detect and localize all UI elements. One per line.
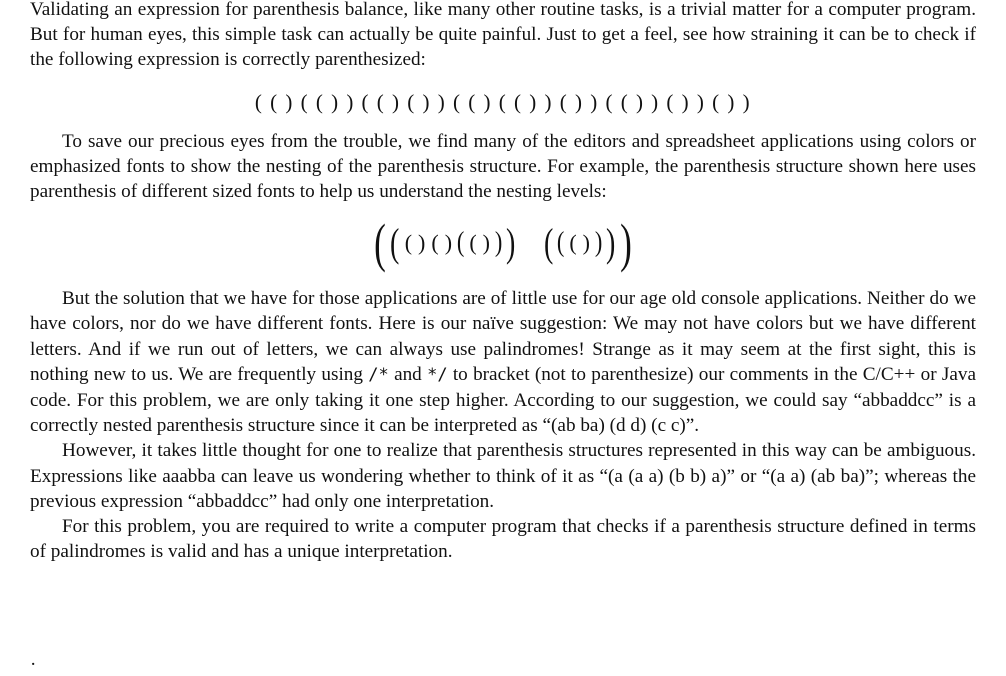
paren-level3-open: ( [431,230,439,256]
paren-level1-open: ( [390,220,400,266]
footer-mark: · [30,654,37,675]
paren-level3-close: ) [444,230,453,256]
paren-level3-open: ( [469,230,477,256]
paragraph-editors: To save our precious eyes from the trouble, we find many of the editors and spreadsheet applications using colors or emphasized fonts to show the nesting of the parenthesis structure. For example, the parenthesis structure shown here uses parenthesis of different sized fonts to help us understand the nesting levels: [30,130,976,203]
paren-level2-open: ( [556,227,565,259]
flat-expression: ( ( ) ( ( ) ) ( ( ) ( ) ) ( ( ) ( ( ) ) ( ) ) ( ( ) ) ( ) ) ( ) ) [254,89,752,114]
comment-close-code: */ [427,364,448,385]
problem-statement [30,0,976,564]
paren-level2-close: ) [594,227,603,259]
paren-level1-open: ( [543,220,553,266]
paragraph-palindromes-part2: to bracket (not to parenthesize) our comments in the C/C++ or Java code. For this problem, we are only taking it one step higher. According to our suggestion, we could say “abbaddcc” is a correctly nested parenthesis structure since it can be interpreted as “(ab ba) (d d) (c c)”. [30,363,976,437]
paren-level3-open: ( [404,230,413,256]
paragraph-intro: Validating an expression for parenthesis balance, like many other routine tasks, is a trivial matter for a computer program. But for human eyes, this simple task can actually be quite painful. Just to get a feel, see how straining it can be to check if the following expression is correctly parenthesized: [30,0,976,71]
nested-expression [30,214,976,272]
paragraph-palindromes-and: and [388,363,428,385]
paragraph-palindromes-part1: But the solution that we have for those applications are of little use for our age old console applications. Neither do we have colors, nor do we have different fonts. Here is our naïve suggestion: We may not have colors but we have different letters. And if we run out of letters, we can always use palindromes! Strange as it may seem at the first sight, this is nothing new to us. We are frequently using [30,288,976,385]
paren-level0-open: ( [374,213,387,274]
comment-open-code: /* [368,364,389,385]
paren-level3-close: ) [482,230,490,256]
paragraph-task: For this problem, you are required to write a computer program that checks if a parenthesis structure defined in terms of palindromes is valid and has a unique interpretation. [30,516,976,563]
paragraph-palindromes [30,286,976,438]
paren-level1-close: ) [606,220,616,266]
paren-level2-open: ( [456,227,465,259]
paren-level3-close: ) [582,230,590,256]
paren-level0-close: ) [619,213,632,274]
paragraph-ambiguity: However, it takes little thought for one to realize that parenthesis structures represented in this way can be ambiguous. Expressions like aaabba can leave us wondering whether to think of it as “(a (a a) (b b) a)” or “(a a) (ab ba)”; whereas the previous expression “abbaddcc” had only one interpretation. [30,440,976,512]
paren-level2-close: ) [494,227,503,259]
paren-level1-close: ) [506,220,516,266]
paren-level3-open: ( [569,230,577,256]
paren-level3-close: ) [418,230,426,256]
